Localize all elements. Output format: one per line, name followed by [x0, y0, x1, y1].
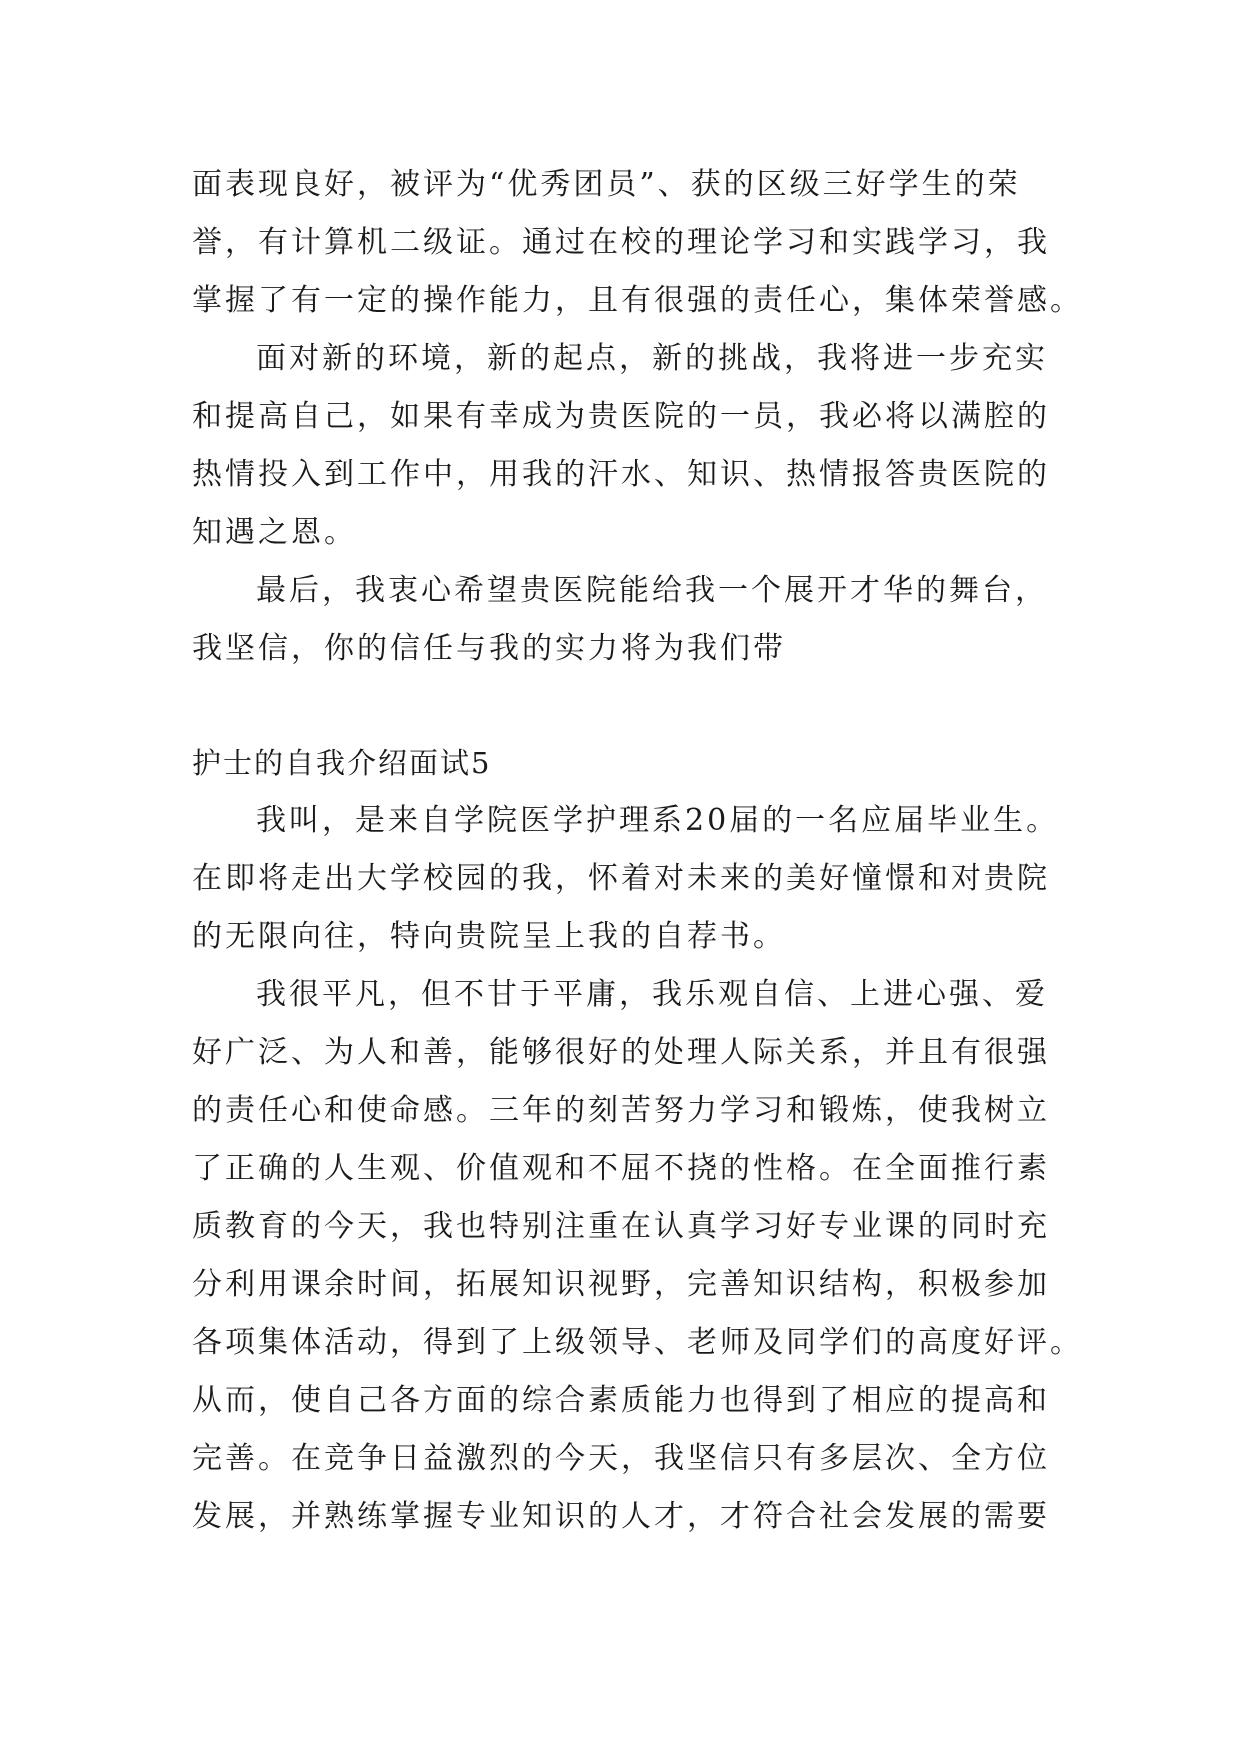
text-line: 和提高自己，如果有幸成为贵医院的一员，我必将以满腔的 [192, 399, 1050, 434]
text-line: 知遇之恩。 [192, 515, 357, 550]
text-line: 各项集体活动，得到了上级领导、老师及同学们的高度好评。 [192, 1325, 1083, 1360]
text-line: 誉，有计算机二级证。通过在校的理论学习和实践学习，我 [192, 225, 1050, 260]
text-line: 掌握了有一定的操作能力，且有很强的责任心，集体荣誉感。 [192, 283, 1083, 318]
text-line: 了正确的人生观、价值观和不屈不挠的性格。在全面推行素 [192, 1151, 1050, 1186]
text-line: 我坚信，你的信任与我的实力将为我们带 [192, 631, 786, 666]
text-line: 发展，并熟练掌握专业知识的人才，才符合社会发展的需要 [192, 1499, 1050, 1534]
text-line: 最后，我衷心希望贵医院能给我一个展开才华的舞台， [256, 573, 1048, 608]
text-line: 完善。在竞争日益激烈的今天，我坚信只有多层次、全方位 [192, 1441, 1050, 1476]
paragraph-block-1 [192, 156, 1083, 678]
text-line: 分利用课余时间，拓展知识视野，完善知识结构，积极参加 [192, 1267, 1050, 1302]
text-line: 的责任心和使命感。三年的刻苦努力学习和锻炼，使我树立 [192, 1093, 1050, 1128]
text-line: 我叫，是来自学院医学护理系20届的一名应届毕业生。 [256, 803, 1060, 838]
paragraph-block-2 [192, 792, 1083, 1546]
section-heading: 护士的自我介绍面试5 [192, 746, 492, 780]
section-heading-block [192, 734, 1052, 792]
text-line: 热情投入到工作中，用我的汗水、知识、热情报答贵医院的 [192, 457, 1050, 492]
text-line: 质教育的今天，我也特别注重在认真学习好专业课的同时充 [192, 1209, 1050, 1244]
text-line: 面表现良好，被评为“优秀团员”、获的区级三好学生的荣 [192, 167, 1021, 202]
text-line: 从而，使自己各方面的综合素质能力也得到了相应的提高和 [192, 1383, 1050, 1418]
text-line: 在即将走出大学校园的我，怀着对未来的美好憧憬和对贵院 [192, 861, 1050, 896]
text-line: 的无限向往，特向贵院呈上我的自荐书。 [192, 919, 786, 954]
text-line: 面对新的环境，新的起点，新的挑战，我将进一步充实 [256, 341, 1048, 376]
text-line: 我很平凡，但不甘于平庸，我乐观自信、上进心强、爱 [256, 977, 1048, 1012]
text-line: 好广泛、为人和善，能够很好的处理人际关系，并且有很强 [192, 1035, 1050, 1070]
